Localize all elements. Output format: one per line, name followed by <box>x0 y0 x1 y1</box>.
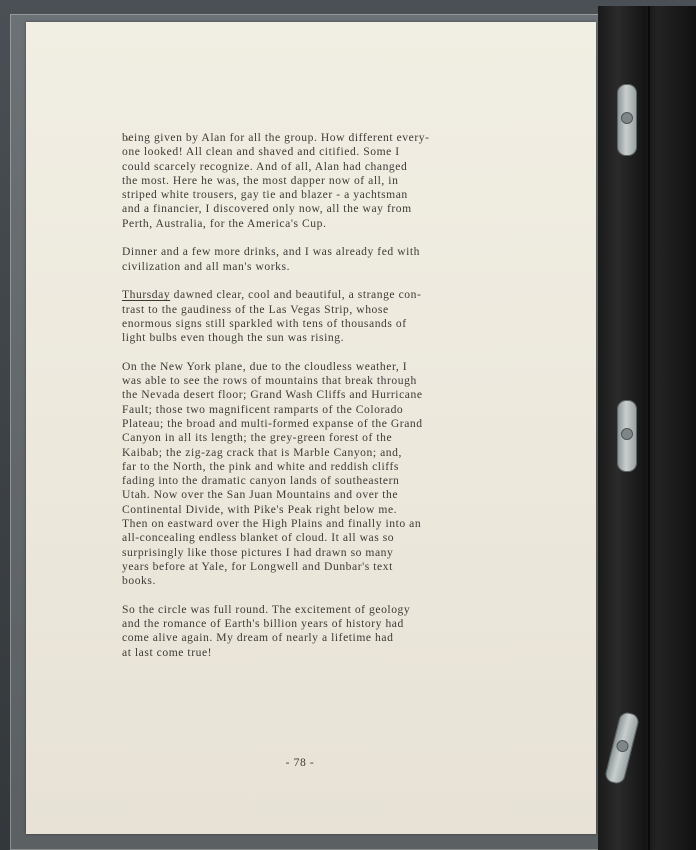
paragraph-gap <box>122 589 522 603</box>
paragraph-gap <box>122 231 522 245</box>
text-line: Kaibab; the zig-zag crack that is Marble Canyon; and, <box>122 445 402 459</box>
text-line: the most. Here he was, the most dapper now of all, in <box>122 173 399 187</box>
paragraph-5 <box>122 603 522 660</box>
paragraph-gap <box>122 274 522 288</box>
page-number: - 78 - <box>285 756 315 769</box>
paragraph-2 <box>122 245 522 274</box>
text-line: fading into the dramatic canyon lands of southeastern <box>122 474 400 488</box>
text-line: all-concealing endless blanket of cloud. It all was so <box>122 531 395 545</box>
text-line: Dinner and a few more drinks, and I was already fed with <box>122 245 421 259</box>
text-line: far to the North, the pink and white and reddish cliffs <box>122 459 399 473</box>
text-line: being given by Alan for all the group. How different every- <box>122 131 430 144</box>
text-line: one looked! All clean and shaved and citified. Some I <box>122 145 400 159</box>
binder-ring-middle-icon <box>617 400 637 472</box>
paragraph-gap <box>122 345 522 359</box>
text-line: light bulbs even though the sun was rising. <box>122 331 345 345</box>
text-line: years before at Yale, for Longwell and Dunbar's text <box>122 559 393 573</box>
text-line: Plateau; the broad and multi-formed expanse of the Grand <box>122 416 423 430</box>
text-line: was able to see the rows of mountains that break through <box>122 374 417 388</box>
line-rest: dawned clear, cool and beautiful, a strange con- <box>170 288 422 302</box>
binder-seam <box>648 6 650 850</box>
body-text <box>122 131 522 660</box>
text-line <box>122 288 522 302</box>
text-line: striped white trousers, gay tie and blazer - a yachtsman <box>122 188 408 202</box>
text-line: Canyon in all its length; the grey-green forest of the <box>122 431 393 445</box>
text-line: So the circle was full round. The excitement of geology <box>122 602 411 616</box>
text-line: trast to the gaudiness of the Las Vegas Strip, whose <box>122 302 389 316</box>
text-line: surprisingly like those pictures I had drawn so many <box>122 545 394 559</box>
text-line: come alive again. My dream of nearly a lifetime had <box>122 631 394 645</box>
text-line: On the New York plane, due to the cloudless weather, I <box>122 359 408 373</box>
text-line: could scarcely recognize. And of all, Alan had changed <box>122 159 408 173</box>
text-line: Then on eastward over the High Plains and finally into an <box>122 517 422 531</box>
text-line: enormous signs still sparkled with tens of thousands of <box>122 316 407 330</box>
text-line: Fault; those two magnificent ramparts of the Colorado <box>122 402 404 416</box>
text-line: the Nevada desert floor; Grand Wash Cliffs and Hurricane <box>122 388 423 402</box>
text-line: and a financier, I discovered only now, all the way from <box>122 202 412 216</box>
text-line: Utah. Now over the San Juan Mountains and over the <box>122 488 399 502</box>
text-line: at last come true! <box>122 645 213 659</box>
text-line: and the romance of Earth's billion years of history had <box>122 617 404 631</box>
text-line: Continental Divide, with Pike's Peak right below me. <box>122 502 398 516</box>
underlined-day: Thursday <box>122 288 171 302</box>
binder-spine <box>598 6 696 850</box>
paragraph-4 <box>122 360 522 589</box>
text-line: Perth, Australia, for the America's Cup. <box>122 216 327 230</box>
binder-ring-top-icon <box>617 84 637 156</box>
text-line: books. <box>122 574 156 588</box>
text-line: civilization and all man's works. <box>122 259 291 273</box>
paragraph-1 <box>122 131 522 231</box>
paragraph-3 <box>122 288 522 345</box>
